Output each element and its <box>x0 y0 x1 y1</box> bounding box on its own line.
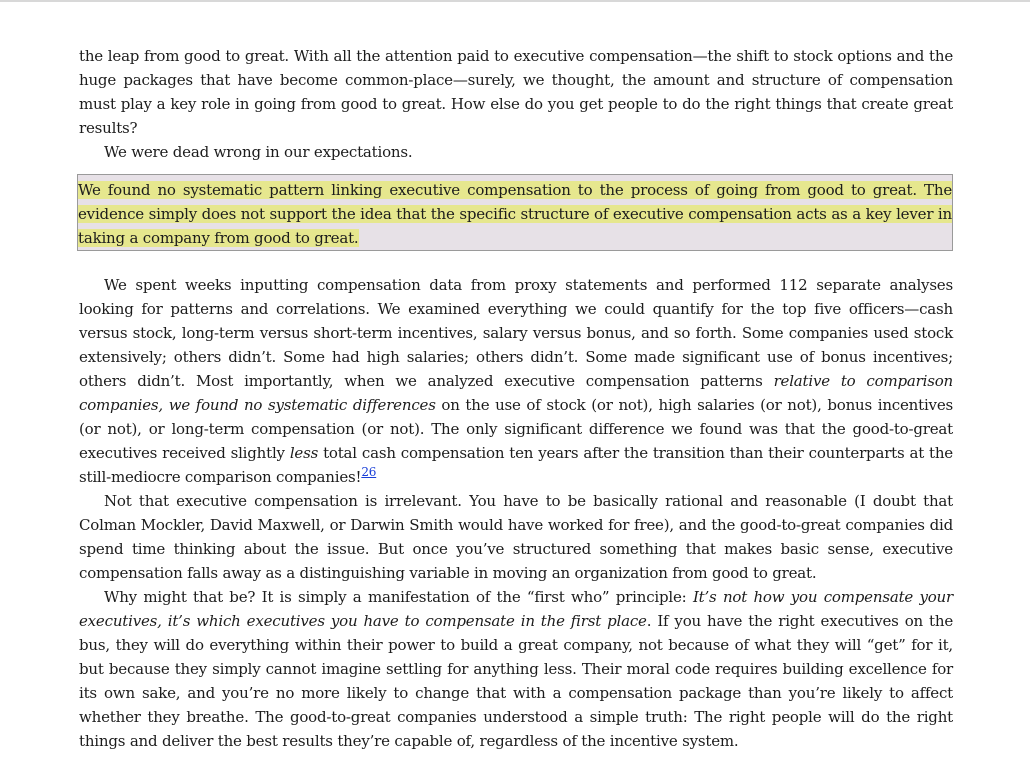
paragraph-3-text-3: total cash compensation ten years after the transition than their counterparts at the still-mediocre comparison companies! <box>79 444 953 486</box>
paragraph-5-text-2: . If you have the right executives on the bus, they will do everything within their power to build a great company, not because of what they will “get” for it, but because they simply cannot imagine settling for anything less. Their moral code requires building excellence for its own sake, and you’re no more likely to change that with a compensation package than you’re likely to affect whether they breathe. The good-to-great companies understood a simple truth: The right people will do the right things and deliver the best results they’re capable of, regardless of the incentive system. <box>79 612 953 750</box>
paragraph-1: the leap from good to great. With all the attention paid to executive compensation—the shift to stock options and the huge packages that have become common-place—surely, we thought, the amount and structure of compensation must play a key role in going from good to great. How else do you get people to do the right things that create great results? <box>79 47 953 137</box>
paragraph-3-italic-1: relative to comparison companies, we found no systematic differences <box>79 372 953 414</box>
footnote-link-26[interactable]: 26 <box>361 465 377 479</box>
top-border <box>0 0 1030 2</box>
paragraph-2: We were dead wrong in our expectations. <box>104 143 413 161</box>
paragraph-3-text-2: on the use of stock (or not), high salaries (or not), bonus incentives (or not), or long-term compensation (or not). The only significant difference we found was that the good-to-great executives received slightly <box>79 396 953 462</box>
highlighted-quote <box>78 178 952 250</box>
highlighted-quote-box[interactable] <box>77 174 953 251</box>
paragraph-5-text-1: Why might that be? It is simply a manifestation of the “first who” principle: <box>104 588 693 606</box>
paragraph-5 <box>79 585 953 753</box>
paragraph-5-italic-1: It’s not how you compensate your executives, it’s which executives you have to compensate in the first place <box>79 588 953 630</box>
paragraph-3-text-1: We spent weeks inputting compensation data from proxy statements and performed 112 separate analyses looking for patterns and correlations. We examined everything we could quantify for the top five officers—cash versus stock, long-term versus short-term incentives, salary versus bonus, and so forth. Some companies used stock extensively; others didn’t. Some had high salaries; others didn’t. Some made significant use of bonus incentives; others didn’t. Most importantly, when we analyzed executive compensation patterns <box>79 276 953 390</box>
document-page <box>79 44 953 753</box>
paragraph-3 <box>79 273 953 489</box>
highlighted-text: We found no systematic pattern linking executive compensation to the process of going from good to great. The evidence simply does not support the idea that the specific structure of executive compensation acts as a key lever in taking a company from good to great. <box>78 181 952 247</box>
paragraph-3-italic-2: less <box>289 444 319 462</box>
paragraph-4: Not that executive compensation is irrelevant. You have to be basically rational and reasonable (I doubt that Colman Mockler, David Maxwell, or Darwin Smith would have worked for free), and the good-to-great companies did spend time thinking about the issue. But once you’ve structured something that makes basic sense, executive compensation falls away as a distinguishing variable in moving an organization from good to great. <box>79 492 953 582</box>
